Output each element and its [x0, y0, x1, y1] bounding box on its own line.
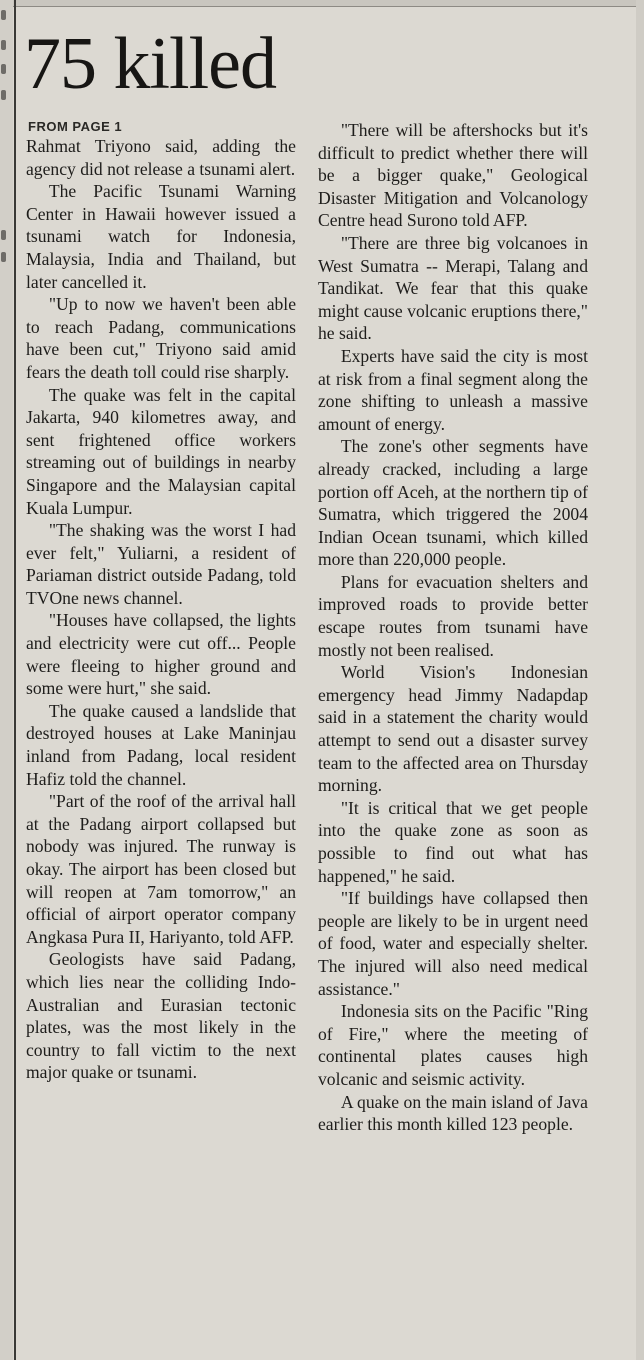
paragraph: Experts have said the city is most at risk from a final segment along the zone shifting to unleash a massive amount of energy.: [318, 345, 588, 434]
paragraph: Geologists have said Padang, which lies near the colliding Indo-Australian and Eurasian tectonic plates, was the most likely in the country to fall victim to the next major quake or tsunami.: [26, 949, 296, 1083]
headline: 75 killed: [24, 23, 277, 105]
paragraph: A quake on the main island of Java earlier this month killed 123 people.: [318, 1091, 588, 1135]
page-edge: [636, 0, 644, 1360]
paragraph: "Part of the roof of the arrival hall at the Padang airport collapsed but nobody was injured. The runway is okay. The airport has been closed but will reopen at 7am tomorrow," an official of airport operator company Angkasa Pura II, Hariyanto, told AFP.: [26, 791, 296, 947]
paragraph: "Houses have collapsed, the lights and electricity were cut off... People were fleeing to higher ground and some were hurt," she said.: [26, 610, 296, 699]
top-rule: [0, 0, 644, 7]
paragraph: Indonesia sits on the Pacific "Ring of Fire," where the meeting of continental plates causes high volcanic and seismic activity.: [318, 1001, 588, 1089]
paragraph: World Vision's Indonesian emergency head Jimmy Nadapdap said in a statement the charity would attempt to send out a disaster survey team to the affected area on Thursday morning.: [318, 662, 588, 796]
adjacent-column-edge: [0, 0, 13, 1360]
paragraph: "If buildings have collapsed then people are likely to be in urgent need of food, water and especially shelter. The injured will also need medical assistance.": [318, 888, 588, 999]
paragraph: "There are three big volcanoes in West Sumatra -- Merapi, Talang and Tandikat. We fear that this quake might cause volcanic eruptions there," he said.: [318, 232, 588, 344]
continued-from-label: FROM PAGE 1: [28, 119, 123, 134]
paragraph: The quake was felt in the capital Jakarta, 940 kilometres away, and sent frightened office workers streaming out of buildings in nearby Singapore and the Malaysian capital Kuala Lumpur.: [26, 384, 296, 518]
paragraph: Plans for evacuation shelters and improved roads to provide better escape routes from tsunami have mostly not been realised.: [318, 571, 588, 660]
article-column-right: [318, 119, 588, 1136]
paragraph: "Up to now we haven't been able to reach Padang, communications have been cut," Triyono said amid fears the death toll could rise sharply.: [26, 294, 296, 382]
paragraph: The zone's other segments have already cracked, including a large portion off Aceh, at the northern tip of Sumatra, which triggered the 2004 Indian Ocean tsunami, which killed more than 220,000 people.: [318, 436, 588, 570]
paragraph: The quake caused a landslide that destroyed houses at Lake Maninjau inland from Padang, local resident Hafiz told the channel.: [26, 700, 296, 789]
paragraph: "It is critical that we get people into the quake zone as soon as possible to find out what has happened," he said.: [318, 797, 588, 886]
article-column-left: [26, 116, 296, 1084]
paragraph: Rahmat Triyono said, adding the agency did not release a tsunami alert.: [26, 136, 296, 179]
column-rule: [14, 0, 16, 1360]
paragraph: "The shaking was the worst I had ever felt," Yuliarni, a resident of Pariaman district outside Padang, told TVOne news channel.: [26, 520, 296, 608]
paragraph: "There will be aftershocks but it's difficult to predict whether there will be a bigger quake," Geological Disaster Mitigation and Volcanology Centre head Surono told AFP.: [318, 120, 588, 231]
paragraph: The Pacific Tsunami Warning Center in Hawaii however issued a tsunami watch for Indonesia, Malaysia, India and Thailand, but later cancelled it.: [26, 181, 296, 292]
